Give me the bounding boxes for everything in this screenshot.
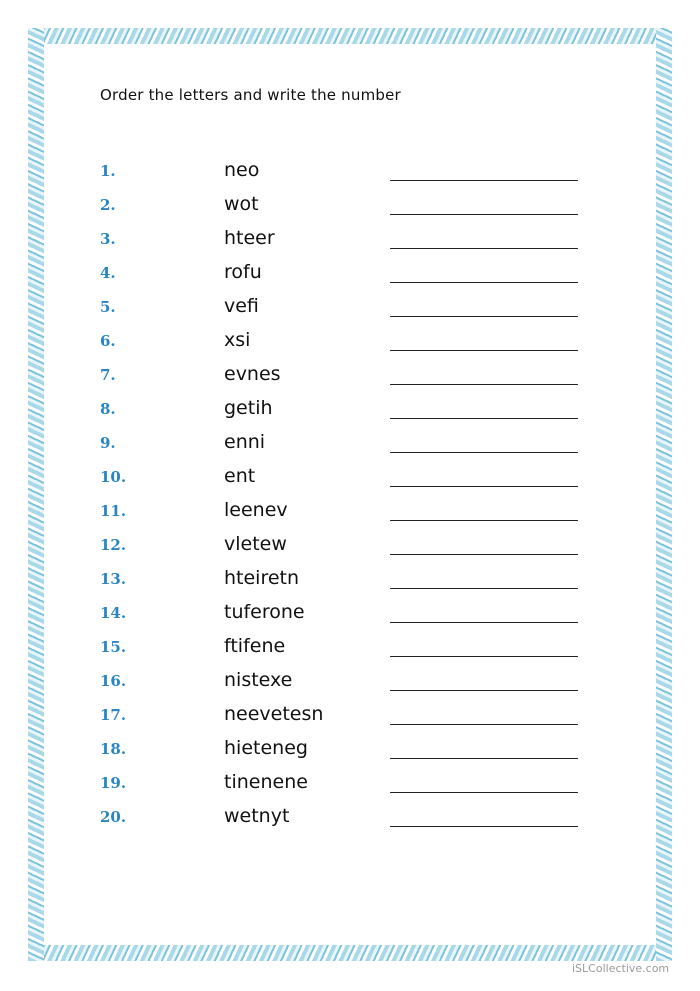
scrambled-word: enni <box>224 431 266 453</box>
item-number: 18. <box>100 740 127 758</box>
exercise-row <box>0 498 700 532</box>
item-number: 11. <box>100 502 127 520</box>
exercise-row <box>0 736 700 770</box>
item-number: 4. <box>100 264 116 282</box>
item-number: 13. <box>100 570 127 588</box>
answer-line[interactable] <box>390 316 578 317</box>
item-number: 10. <box>100 468 127 486</box>
item-number: 3. <box>100 230 116 248</box>
exercise-row <box>0 226 700 260</box>
exercise-list <box>0 158 700 838</box>
item-number: 5. <box>100 298 116 316</box>
scrambled-word: tinenene <box>224 771 308 793</box>
item-number: 12. <box>100 536 127 554</box>
answer-line[interactable] <box>390 248 578 249</box>
item-number: 1. <box>100 162 116 180</box>
item-number: 20. <box>100 808 127 826</box>
answer-line[interactable] <box>390 554 578 555</box>
answer-line[interactable] <box>390 758 578 759</box>
item-number: 7. <box>100 366 116 384</box>
exercise-row <box>0 362 700 396</box>
decorative-border-top <box>28 28 672 44</box>
answer-line[interactable] <box>390 418 578 419</box>
answer-line[interactable] <box>390 622 578 623</box>
item-number: 2. <box>100 196 116 214</box>
item-number: 14. <box>100 604 127 622</box>
exercise-row <box>0 430 700 464</box>
scrambled-word: neevetesn <box>224 703 324 725</box>
exercise-row <box>0 294 700 328</box>
exercise-row <box>0 600 700 634</box>
answer-line[interactable] <box>390 282 578 283</box>
item-number: 17. <box>100 706 127 724</box>
answer-line[interactable] <box>390 826 578 827</box>
scrambled-word: vletew <box>224 533 287 555</box>
exercise-row <box>0 396 700 430</box>
scrambled-word: leenev <box>224 499 288 521</box>
answer-line[interactable] <box>390 180 578 181</box>
answer-line[interactable] <box>390 656 578 657</box>
answer-line[interactable] <box>390 792 578 793</box>
scrambled-word: hteer <box>224 227 275 249</box>
scrambled-word: tuferone <box>224 601 305 623</box>
item-number: 16. <box>100 672 127 690</box>
scrambled-word: rofu <box>224 261 262 283</box>
answer-line[interactable] <box>390 520 578 521</box>
answer-line[interactable] <box>390 214 578 215</box>
answer-line[interactable] <box>390 486 578 487</box>
scrambled-word: evnes <box>224 363 281 385</box>
answer-line[interactable] <box>390 690 578 691</box>
item-number: 19. <box>100 774 127 792</box>
answer-line[interactable] <box>390 384 578 385</box>
decorative-border-bottom <box>28 945 672 961</box>
exercise-row <box>0 668 700 702</box>
exercise-row <box>0 804 700 838</box>
watermark: iSLCollective.com <box>572 962 670 975</box>
exercise-row <box>0 158 700 192</box>
item-number: 8. <box>100 400 116 418</box>
scrambled-word: xsi <box>224 329 251 351</box>
exercise-row <box>0 464 700 498</box>
exercise-row <box>0 192 700 226</box>
answer-line[interactable] <box>390 350 578 351</box>
exercise-row <box>0 702 700 736</box>
answer-line[interactable] <box>390 452 578 453</box>
scrambled-word: getih <box>224 397 273 419</box>
answer-line[interactable] <box>390 724 578 725</box>
scrambled-word: ftifene <box>224 635 286 657</box>
scrambled-word: hieteneg <box>224 737 308 759</box>
exercise-row <box>0 260 700 294</box>
scrambled-word: hteiretn <box>224 567 300 589</box>
instruction-text: Order the letters and write the number <box>100 86 401 104</box>
scrambled-word: ent <box>224 465 256 487</box>
exercise-row <box>0 634 700 668</box>
scrambled-word: nistexe <box>224 669 293 691</box>
exercise-row <box>0 328 700 362</box>
item-number: 9. <box>100 434 116 452</box>
answer-line[interactable] <box>390 588 578 589</box>
exercise-row <box>0 566 700 600</box>
scrambled-word: neo <box>224 159 260 181</box>
scrambled-word: vefi <box>224 295 259 317</box>
scrambled-word: wetnyt <box>224 805 290 827</box>
scrambled-word: wot <box>224 193 259 215</box>
exercise-row <box>0 532 700 566</box>
exercise-row <box>0 770 700 804</box>
item-number: 6. <box>100 332 116 350</box>
item-number: 15. <box>100 638 127 656</box>
